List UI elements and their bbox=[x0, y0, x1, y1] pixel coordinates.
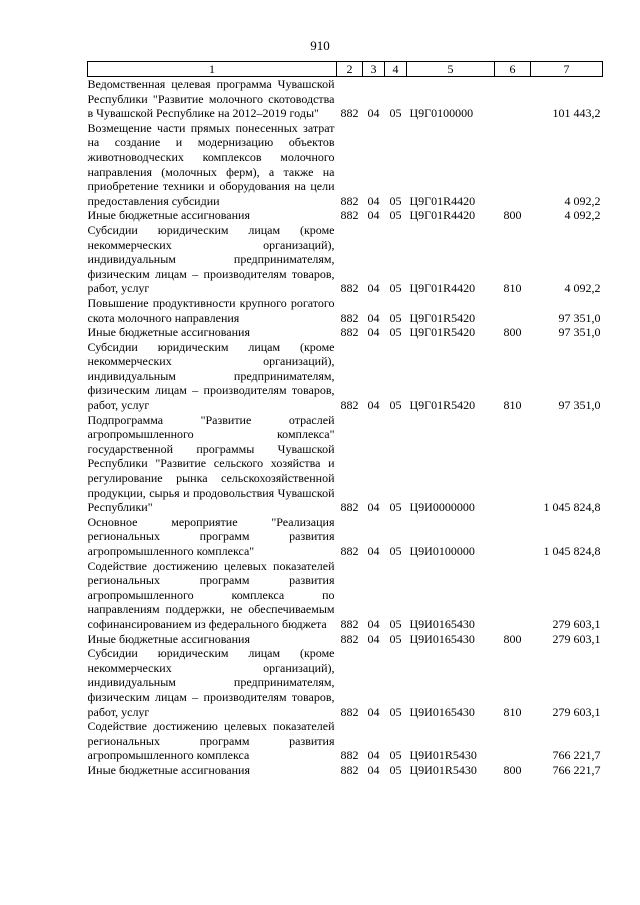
row-target-article: Ц9Г01R4420 bbox=[409, 193, 476, 208]
table-row bbox=[88, 515, 603, 559]
header-col-7: 7 bbox=[531, 62, 603, 77]
row-amount: 97 351,0 bbox=[558, 398, 601, 413]
row-subsection: 05 bbox=[389, 544, 402, 558]
row-amount: 1 045 824,8 bbox=[543, 544, 601, 558]
row-subsection: 05 bbox=[389, 281, 402, 296]
row-target-article: Ц9Г01R5420 bbox=[409, 398, 476, 413]
row-subsection: 05 bbox=[389, 310, 402, 325]
table-row bbox=[88, 325, 603, 340]
row-section: 04 bbox=[367, 704, 380, 719]
row-expense-type: 800 bbox=[503, 631, 522, 646]
row-ministry-code: 882 bbox=[340, 704, 359, 719]
row-target-article: Ц9И01R5430 bbox=[409, 748, 477, 763]
row-ministry-code: 882 bbox=[340, 208, 359, 223]
row-name: Иные бюджетные ассигнования bbox=[87, 631, 250, 646]
row-section: 04 bbox=[367, 208, 380, 223]
row-ministry-code: 882 bbox=[340, 193, 359, 208]
table-row bbox=[88, 77, 603, 121]
row-expense-type bbox=[495, 121, 531, 209]
row-name: Повышение продуктивности крупного рогатого скота молочного направления bbox=[87, 295, 335, 325]
row-target-article: Ц9Г01R4420 bbox=[409, 281, 476, 296]
row-name: Возмещение части прямых понесенных затрат на создание и модернизацию объектов животноводческих комплексов молочного направления (молочных ферм), а также на приобретение техники и оборудования на цели предоставления субсидии bbox=[87, 120, 335, 208]
row-section: 04 bbox=[367, 398, 380, 413]
row-section: 04 bbox=[367, 616, 380, 631]
header-col-6: 6 bbox=[495, 62, 531, 77]
row-subsection: 05 bbox=[389, 748, 402, 763]
row-ministry-code: 882 bbox=[340, 398, 359, 413]
row-name: Содействие достижению целевых показателей региональных программ развития агропромышленного комплекса по направлениям поддержки, не обеспечиваемым софинансированием из федерального бюджета bbox=[87, 558, 335, 631]
row-expense-type bbox=[495, 296, 531, 325]
row-expense-type bbox=[495, 515, 531, 559]
row-amount: 4 092,2 bbox=[564, 281, 601, 296]
row-section: 04 bbox=[367, 281, 380, 296]
row-amount: 766 221,7 bbox=[552, 762, 601, 777]
table-row bbox=[88, 763, 603, 778]
row-amount: 97 351,0 bbox=[558, 325, 601, 340]
row-subsection: 05 bbox=[389, 631, 402, 646]
header-col-5: 5 bbox=[407, 62, 495, 77]
row-subsection: 05 bbox=[389, 616, 402, 631]
row-section: 04 bbox=[367, 325, 380, 340]
row-expense-type bbox=[495, 77, 531, 121]
row-subsection: 05 bbox=[389, 704, 402, 719]
row-expense-type: 810 bbox=[503, 704, 522, 719]
table-row bbox=[88, 223, 603, 296]
row-name: Субсидии юридическим лицам (кроме некоммерческих организаций), индивидуальным предпринимателям, физическим лицам – производителям товаров, работ, услуг bbox=[87, 646, 335, 719]
row-expense-type bbox=[495, 719, 531, 763]
row-ministry-code: 882 bbox=[340, 281, 359, 296]
header-col-1: 1 bbox=[88, 62, 337, 77]
row-expense-type: 810 bbox=[503, 281, 522, 296]
row-name: Содействие достижению целевых показателей региональных программ развития агропромышленного комплекса bbox=[87, 719, 335, 763]
row-expense-type bbox=[495, 413, 531, 515]
row-subsection: 05 bbox=[389, 208, 402, 223]
row-target-article: Ц9И0000000 bbox=[409, 500, 475, 515]
row-name: Иные бюджетные ассигнования bbox=[87, 762, 250, 777]
row-target-article: Ц9Г0100000 bbox=[409, 106, 474, 121]
row-ministry-code: 882 bbox=[340, 106, 359, 121]
row-section: 04 bbox=[367, 544, 380, 558]
header-col-3: 3 bbox=[363, 62, 385, 77]
table-row bbox=[88, 413, 603, 515]
row-section: 04 bbox=[367, 310, 380, 325]
row-expense-type: 810 bbox=[503, 398, 522, 413]
row-section: 04 bbox=[367, 748, 380, 763]
row-target-article: Ц9Г01R4420 bbox=[409, 208, 476, 223]
row-expense-type: 800 bbox=[503, 325, 522, 340]
row-name: Субсидии юридическим лицам (кроме некоммерческих организаций), индивидуальным предпринимателям, физическим лицам – производителям товаров, работ, услуг bbox=[87, 222, 335, 296]
row-ministry-code: 882 bbox=[340, 310, 359, 325]
row-ministry-code: 882 bbox=[340, 631, 359, 646]
row-amount: 4 092,2 bbox=[564, 193, 601, 208]
row-amount: 1 045 824,8 bbox=[543, 500, 601, 515]
row-amount: 101 443,2 bbox=[552, 106, 601, 121]
table-row bbox=[88, 559, 603, 632]
row-amount: 279 603,1 bbox=[552, 631, 601, 646]
table-header-row bbox=[88, 62, 603, 77]
row-target-article: Ц9И0165430 bbox=[409, 704, 475, 719]
row-section: 04 bbox=[367, 631, 380, 646]
row-target-article: Ц9И0165430 bbox=[409, 616, 475, 631]
row-subsection: 05 bbox=[389, 500, 402, 515]
table-row bbox=[88, 632, 603, 647]
row-ministry-code: 882 bbox=[340, 500, 359, 515]
row-ministry-code: 882 bbox=[340, 762, 359, 777]
page-number: 910 bbox=[310, 38, 330, 53]
row-section: 04 bbox=[367, 106, 380, 121]
row-target-article: Ц9И01R5430 bbox=[409, 762, 477, 777]
row-name: Иные бюджетные ассигнования bbox=[87, 208, 250, 223]
budget-table bbox=[87, 61, 603, 778]
row-target-article: Ц9И0100000 bbox=[409, 544, 475, 558]
table-row bbox=[88, 646, 603, 719]
row-amount: 279 603,1 bbox=[552, 704, 601, 719]
header-col-4: 4 bbox=[385, 62, 407, 77]
row-name: Иные бюджетные ассигнования bbox=[87, 325, 250, 340]
row-target-article: Ц9И0165430 bbox=[409, 631, 475, 646]
row-expense-type bbox=[495, 559, 531, 632]
row-amount: 4 092,2 bbox=[564, 208, 601, 223]
row-amount: 766 221,7 bbox=[552, 748, 601, 763]
table-row bbox=[88, 208, 603, 223]
row-subsection: 05 bbox=[389, 325, 402, 340]
row-subsection: 05 bbox=[389, 193, 402, 208]
row-subsection: 05 bbox=[389, 106, 402, 121]
table-row bbox=[88, 340, 603, 413]
row-ministry-code: 882 bbox=[340, 748, 359, 763]
row-expense-type: 800 bbox=[503, 208, 522, 223]
row-name: Основное мероприятие "Реализация региональных программ развития агропромышленного комплекса" bbox=[87, 514, 335, 558]
row-name: Подпрограмма "Развитие отраслей агропромышленного комплекса" государственной программы Чувашской Республики "Развитие сельского хозяйства и регулирование рынка сельскохозяйственной продукции, сырья и продовольствия Чувашской Республики" bbox=[87, 412, 335, 515]
row-amount: 97 351,0 bbox=[558, 310, 601, 325]
row-subsection: 05 bbox=[389, 762, 402, 777]
row-name: Ведомственная целевая программа Чувашской Республики "Развитие молочного скотоводства в Чувашской Республике на 2012–2019 годы" bbox=[87, 77, 335, 121]
table-row bbox=[88, 719, 603, 763]
row-subsection: 05 bbox=[389, 398, 402, 413]
row-amount: 279 603,1 bbox=[552, 616, 601, 631]
row-name: Субсидии юридическим лицам (кроме некоммерческих организаций), индивидуальным предпринимателям, физическим лицам – производителям товаров, работ, услуг bbox=[87, 339, 335, 413]
row-ministry-code: 882 bbox=[340, 544, 359, 558]
row-section: 04 bbox=[367, 193, 380, 208]
row-ministry-code: 882 bbox=[340, 325, 359, 340]
row-expense-type: 800 bbox=[503, 762, 522, 777]
table-row bbox=[88, 121, 603, 209]
header-col-2: 2 bbox=[337, 62, 363, 77]
row-ministry-code: 882 bbox=[340, 616, 359, 631]
row-target-article: Ц9Г01R5420 bbox=[409, 325, 476, 340]
table-row bbox=[88, 296, 603, 325]
row-target-article: Ц9Г01R5420 bbox=[409, 310, 476, 325]
row-section: 04 bbox=[367, 500, 380, 515]
row-section: 04 bbox=[367, 762, 380, 777]
